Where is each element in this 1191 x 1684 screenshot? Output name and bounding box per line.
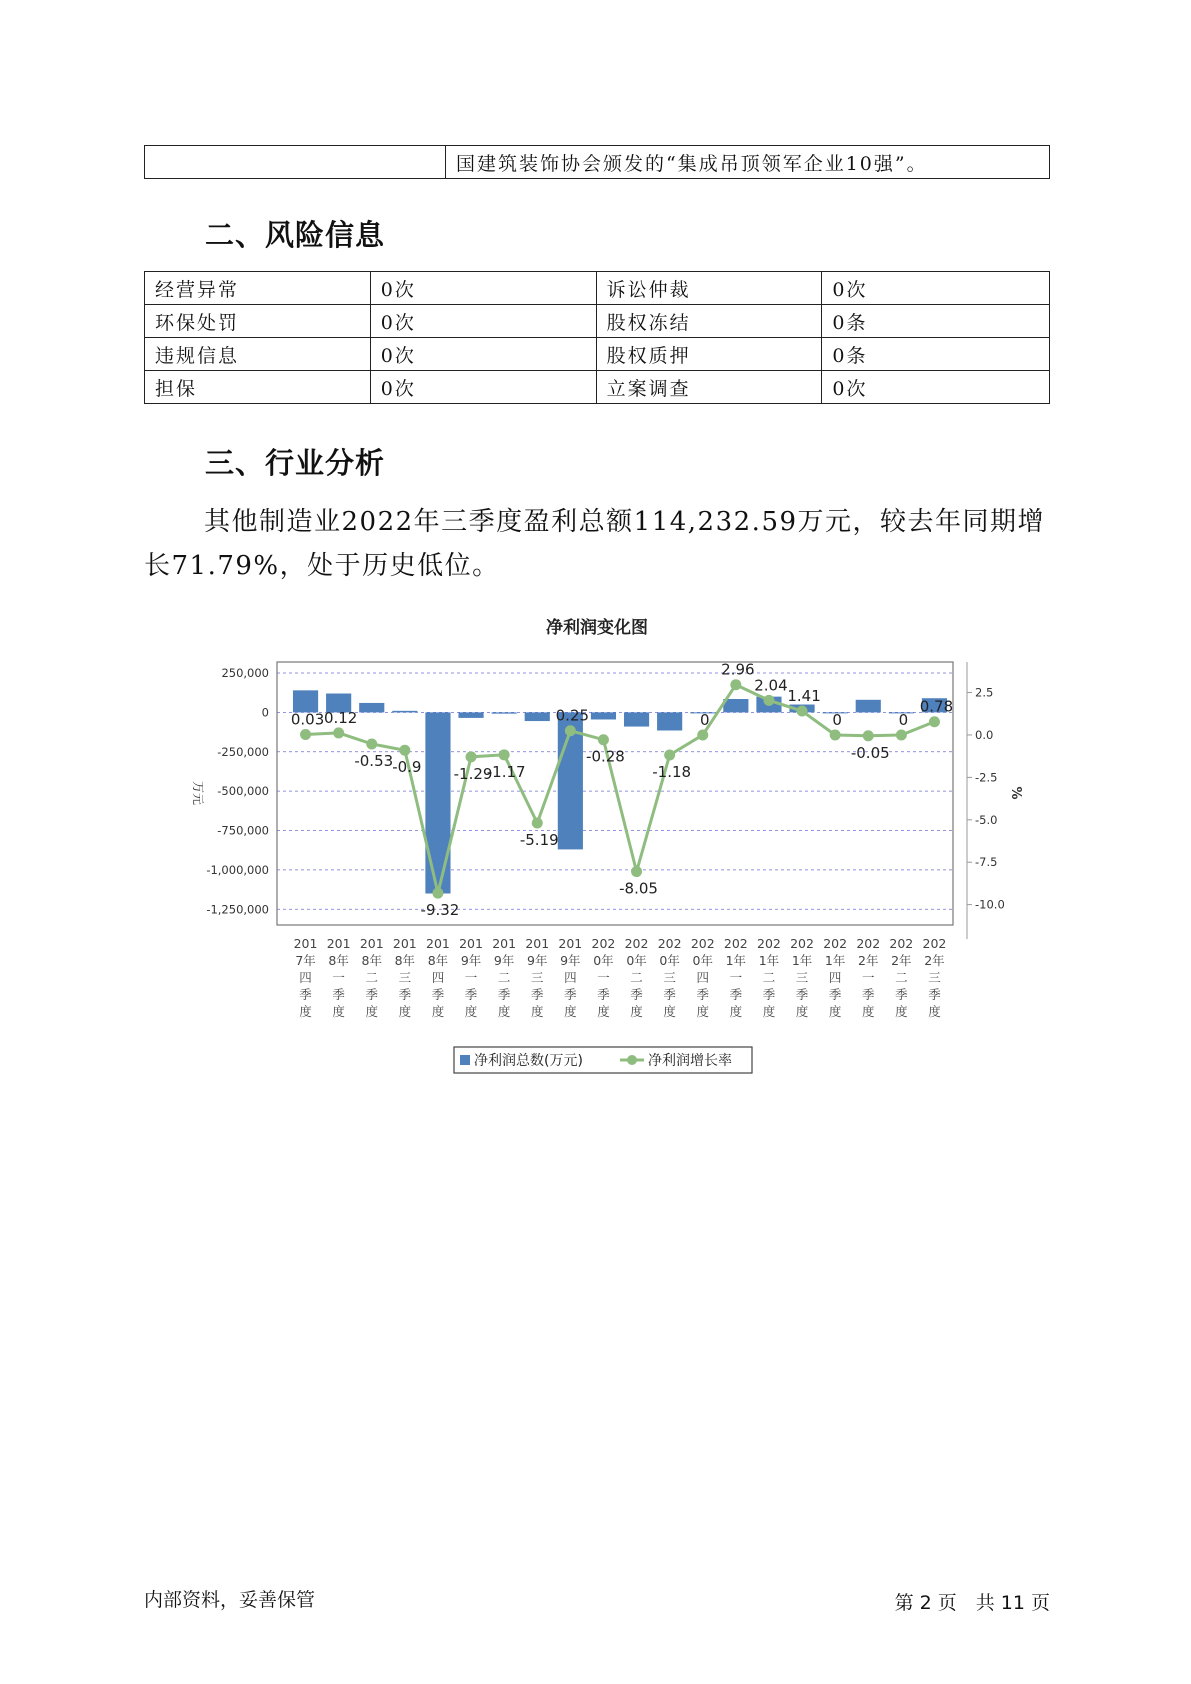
x-tick-label: 度 <box>895 1004 908 1019</box>
plot-area <box>277 662 953 925</box>
footer-confidential: 内部资料，妥善保管 <box>144 1589 316 1611</box>
x-tick-label: 二 <box>630 970 643 985</box>
y-tick-label: -1,000,000 <box>206 862 269 877</box>
x-tick-label: 季 <box>497 987 511 1002</box>
x-tick-label: 二 <box>365 970 379 985</box>
growth-point <box>929 716 940 727</box>
x-tick-label: 7年 <box>295 953 316 968</box>
x-tick-label: 度 <box>928 1004 941 1019</box>
x-tick-label: 2年 <box>924 953 945 968</box>
section-2-title: 二、风险信息 <box>205 218 386 252</box>
risk-row <box>145 338 1050 371</box>
y2-axis-label: % <box>1008 786 1023 800</box>
x-tick-label: 度 <box>398 1004 412 1019</box>
data-label: -1.18 <box>652 762 692 781</box>
x-tick-label: 202 <box>657 936 682 951</box>
chart-title: 净利润变化图 <box>546 618 648 638</box>
risk-value: 0次 <box>370 272 596 305</box>
x-tick-label: 201 <box>459 936 483 951</box>
x-tick-label: 201 <box>326 936 351 951</box>
x-tick-label: 9年 <box>527 953 548 968</box>
x-tick-label: 202 <box>889 936 914 951</box>
x-tick-label: 季 <box>398 987 412 1002</box>
x-tick-label: 度 <box>464 1004 478 1019</box>
x-tick-label: 201 <box>558 936 583 951</box>
y-tick-label: -500,000 <box>217 784 269 799</box>
x-tick-label: 8年 <box>394 953 416 968</box>
x-tick-label: 一 <box>332 970 345 985</box>
x-tick-label: 1年 <box>824 953 846 968</box>
risk-label: 股权冻结 <box>596 305 822 338</box>
y2-tick-label: -2.5 <box>975 770 998 785</box>
y2-tick-label: -10.0 <box>975 897 1005 912</box>
x-tick-label: 度 <box>663 1004 676 1019</box>
x-tick-label: 三 <box>530 970 544 985</box>
risk-label: 担保 <box>145 371 371 404</box>
data-label: -1.29 <box>453 764 493 783</box>
bar <box>458 712 483 718</box>
bar <box>525 712 550 721</box>
x-tick-label: 9年 <box>460 953 482 968</box>
industry-paragraph: 其他制造业2022年三季度盈利总额114,232.59万元，较去年同期增长71.79%，处于历史低位。 <box>144 507 1046 581</box>
data-label: -0.05 <box>850 743 890 762</box>
risk-value: 0次 <box>822 371 1050 404</box>
x-tick-label: 度 <box>365 1004 379 1019</box>
x-tick-label: 度 <box>564 1004 577 1019</box>
growth-point <box>300 729 311 740</box>
risk-value: 0次 <box>370 305 596 338</box>
x-tick-label: 季 <box>630 987 643 1002</box>
growth-point <box>763 695 774 706</box>
x-tick-label: 三 <box>795 970 809 985</box>
data-label: 0.12 <box>323 708 358 727</box>
x-tick-label: 0年 <box>593 953 614 968</box>
bar <box>856 700 881 713</box>
bar <box>624 712 649 726</box>
x-tick-label: 三 <box>398 970 412 985</box>
y-axis-label: 万元 <box>191 780 205 806</box>
x-tick-label: 季 <box>928 987 941 1002</box>
x-tick-label: 季 <box>729 987 743 1002</box>
section-3-title: 三、行业分析 <box>205 446 386 480</box>
bar <box>492 712 517 713</box>
growth-point <box>830 729 841 740</box>
x-tick-label: 202 <box>823 936 848 951</box>
data-label: 2.04 <box>754 676 788 695</box>
x-tick-label: 度 <box>332 1004 345 1019</box>
growth-point <box>399 745 410 756</box>
legend-bar-label: 净利润总数(万元) <box>474 1053 583 1069</box>
x-tick-label: 201 <box>293 936 318 951</box>
data-label: 0 <box>832 710 842 729</box>
data-label: -8.05 <box>619 879 658 898</box>
x-tick-label: 季 <box>861 987 875 1002</box>
bar <box>392 711 417 713</box>
data-label: 2.96 <box>721 660 755 679</box>
x-tick-label: 202 <box>922 936 947 951</box>
x-tick-label: 9年 <box>560 953 581 968</box>
data-label: 0.03 <box>290 710 325 729</box>
data-label: 1.41 <box>787 687 821 706</box>
x-tick-label: 三 <box>928 970 941 985</box>
y2-tick-label: -5.0 <box>975 812 998 827</box>
y2-tick-label: 0.0 <box>975 727 994 742</box>
x-tick-label: 201 <box>392 936 417 951</box>
top-table <box>144 145 1050 179</box>
growth-point <box>697 729 708 740</box>
risk-value: 0条 <box>822 338 1050 371</box>
x-tick-label: 202 <box>723 936 748 951</box>
data-label: -9.32 <box>420 901 460 920</box>
x-tick-label: 度 <box>828 1004 842 1019</box>
x-tick-label: 二 <box>895 970 908 985</box>
growth-point <box>730 679 741 690</box>
y-tick-label: 0 <box>261 705 269 720</box>
x-tick-label: 四 <box>299 970 312 985</box>
growth-point <box>598 734 609 745</box>
growth-point <box>631 866 642 877</box>
risk-row <box>145 371 1050 404</box>
x-tick-label: 四 <box>564 970 577 985</box>
x-tick-label: 季 <box>464 987 478 1002</box>
data-label: -5.19 <box>519 831 559 850</box>
x-tick-label: 度 <box>597 1004 610 1019</box>
x-tick-label: 202 <box>856 936 881 951</box>
legend-bar-swatch <box>460 1055 470 1065</box>
growth-point <box>366 738 377 749</box>
x-tick-label: 季 <box>431 987 445 1002</box>
growth-point <box>797 706 808 717</box>
x-tick-label: 度 <box>530 1004 544 1019</box>
x-tick-label: 8年 <box>427 953 449 968</box>
x-tick-label: 二 <box>497 970 511 985</box>
x-tick-label: 季 <box>299 987 312 1002</box>
x-tick-label: 202 <box>790 936 814 951</box>
x-tick-label: 季 <box>895 987 908 1002</box>
growth-point <box>333 727 344 738</box>
x-tick-label: 度 <box>431 1004 445 1019</box>
x-tick-label: 二 <box>762 970 776 985</box>
x-tick-label: 四 <box>431 970 445 985</box>
x-tick-label: 度 <box>861 1004 875 1019</box>
footer-page-number: 第 2 页 共 11 页 <box>894 1592 1050 1614</box>
x-tick-label: 0年 <box>692 953 713 968</box>
x-tick-label: 201 <box>426 936 450 951</box>
bar <box>293 690 318 712</box>
y-tick-label: 250,000 <box>221 666 269 681</box>
risk-label: 股权质押 <box>596 338 822 371</box>
x-tick-label: 一 <box>597 970 610 985</box>
x-tick-label: 2年 <box>858 953 879 968</box>
x-tick-label: 202 <box>591 936 616 951</box>
legend-line-marker <box>627 1055 637 1065</box>
x-tick-label: 202 <box>757 936 781 951</box>
risk-value: 0次 <box>370 338 596 371</box>
x-tick-label: 度 <box>299 1004 312 1019</box>
x-tick-label: 度 <box>729 1004 743 1019</box>
growth-point <box>532 818 543 829</box>
net-profit-chart <box>0 610 1191 1080</box>
top-table-right-cell: 国建筑装饰协会颁发的“集成吊顶领军企业10强”。 <box>446 146 1050 179</box>
data-label: 0.78 <box>919 697 954 716</box>
legend-line-label: 净利润增长率 <box>648 1053 732 1069</box>
risk-row <box>145 272 1050 305</box>
risk-label: 违规信息 <box>145 338 371 371</box>
risk-label: 环保处罚 <box>145 305 371 338</box>
risk-row <box>145 305 1050 338</box>
x-tick-label: 季 <box>795 987 809 1002</box>
x-tick-label: 8年 <box>361 953 382 968</box>
y-tick-label: -1,250,000 <box>206 902 269 917</box>
growth-point <box>466 751 477 762</box>
x-tick-label: 季 <box>564 987 577 1002</box>
x-tick-label: 三 <box>663 970 676 985</box>
y2-tick-label: -7.5 <box>975 855 998 870</box>
x-tick-label: 1年 <box>791 953 813 968</box>
growth-point <box>863 730 874 741</box>
x-tick-label: 1年 <box>758 953 780 968</box>
data-label: -0.28 <box>586 747 625 766</box>
growth-point <box>432 888 443 899</box>
data-label: 0 <box>898 710 909 729</box>
risk-value: 0次 <box>370 371 596 404</box>
bar <box>591 712 616 719</box>
y-tick-label: -750,000 <box>217 823 269 838</box>
x-tick-label: 季 <box>365 987 379 1002</box>
x-tick-label: 8年 <box>328 953 349 968</box>
x-tick-label: 0年 <box>626 953 647 968</box>
x-tick-label: 季 <box>597 987 610 1002</box>
bar <box>359 703 384 712</box>
top-table-left-cell <box>145 146 446 179</box>
x-tick-label: 202 <box>690 936 715 951</box>
x-tick-label: 四 <box>696 970 710 985</box>
growth-point <box>499 749 510 760</box>
x-tick-label: 度 <box>497 1004 511 1019</box>
x-tick-label: 季 <box>332 987 345 1002</box>
growth-point <box>565 725 576 736</box>
x-tick-label: 201 <box>525 936 550 951</box>
data-label: 0 <box>699 710 710 729</box>
bar <box>425 712 450 893</box>
growth-point <box>664 749 675 760</box>
y-tick-label: -250,000 <box>217 744 269 759</box>
x-tick-label: 2年 <box>891 953 912 968</box>
x-tick-label: 1年 <box>725 953 747 968</box>
x-tick-label: 季 <box>530 987 544 1002</box>
x-tick-label: 度 <box>795 1004 809 1019</box>
data-label: -0.9 <box>392 758 422 777</box>
risk-label: 经营异常 <box>145 272 371 305</box>
x-tick-label: 201 <box>359 936 384 951</box>
data-label: -1.17 <box>486 762 526 781</box>
risk-table <box>144 271 1050 404</box>
x-tick-label: 201 <box>492 936 517 951</box>
x-tick-label: 季 <box>828 987 842 1002</box>
x-tick-label: 一 <box>464 970 478 985</box>
data-label: 0.25 <box>555 706 590 725</box>
risk-value: 0次 <box>822 272 1050 305</box>
bar <box>657 712 682 730</box>
bar <box>723 699 748 712</box>
x-tick-label: 季 <box>762 987 776 1002</box>
x-tick-label: 季 <box>663 987 676 1002</box>
x-tick-label: 202 <box>624 936 649 951</box>
x-tick-label: 一 <box>861 970 875 985</box>
risk-label: 立案调查 <box>596 371 822 404</box>
y2-tick-label: 2.5 <box>975 685 994 700</box>
growth-point <box>896 729 907 740</box>
x-tick-label: 一 <box>729 970 743 985</box>
x-tick-label: 度 <box>630 1004 643 1019</box>
x-tick-label: 度 <box>762 1004 776 1019</box>
risk-value: 0条 <box>822 305 1050 338</box>
x-tick-label: 季 <box>696 987 710 1002</box>
x-tick-label: 0年 <box>659 953 680 968</box>
x-tick-label: 四 <box>828 970 842 985</box>
x-tick-label: 度 <box>696 1004 710 1019</box>
risk-label: 诉讼仲裁 <box>596 272 822 305</box>
data-label: -0.53 <box>354 751 394 770</box>
x-tick-label: 9年 <box>493 953 515 968</box>
